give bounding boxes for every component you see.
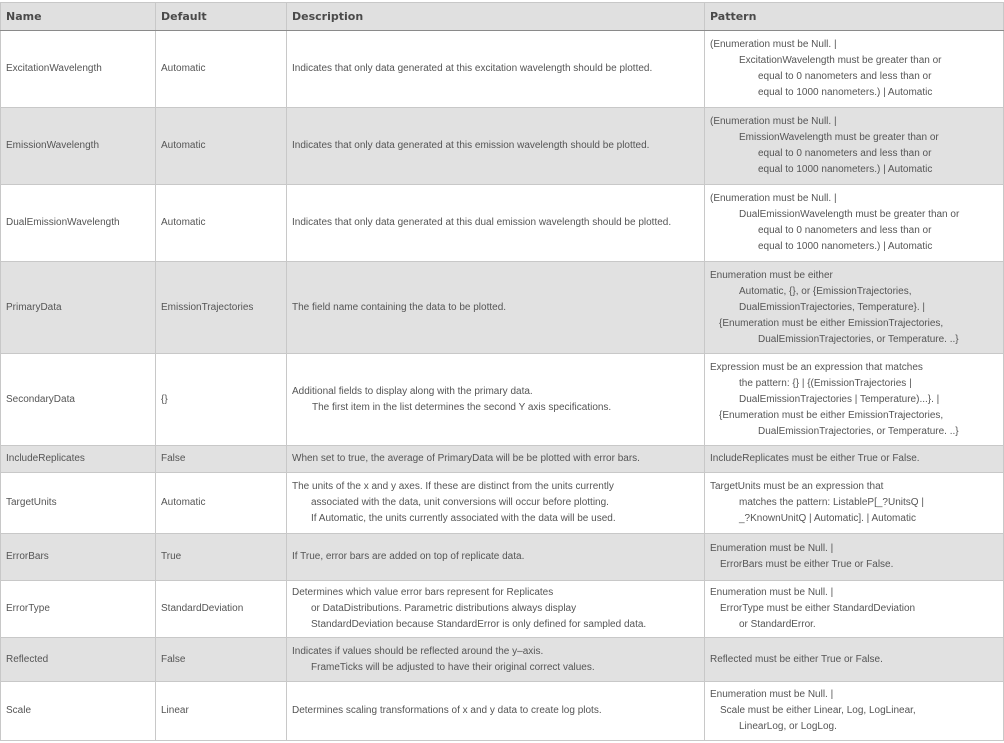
table-row	[1, 581, 1004, 638]
option-default	[156, 354, 287, 446]
option-name	[1, 354, 156, 446]
cell-text-line: matches the pattern: ListableP[_?UnitsQ |	[739, 497, 924, 508]
column-header-name: Name	[1, 3, 156, 31]
option-description	[287, 534, 705, 581]
cell-text-line: DualEmissionWavelength	[6, 217, 120, 228]
cell-text-line: Indicates that only data generated at this excitation wavelength should be plotted.	[292, 63, 653, 74]
option-name	[1, 581, 156, 638]
cell-text-line: Expression must be an expression that matches	[710, 361, 923, 373]
cell-text-line: equal to 0 nanometers and less than or	[758, 225, 932, 236]
option-default	[156, 185, 287, 262]
table-row	[1, 108, 1004, 185]
option-pattern	[705, 31, 1004, 108]
option-default	[156, 638, 287, 682]
option-pattern	[705, 534, 1004, 581]
cell-text-line: DualEmissionWavelength must be greater than or	[739, 209, 960, 220]
option-description	[287, 108, 705, 185]
table-row	[1, 262, 1004, 354]
table-row	[1, 534, 1004, 581]
header-row	[1, 3, 1004, 31]
cell-text-line: ErrorType	[6, 603, 50, 614]
cell-text-line: Additional fields to display along with the primary data.	[292, 385, 533, 397]
option-name	[1, 31, 156, 108]
option-description	[287, 638, 705, 682]
option-default	[156, 108, 287, 185]
cell-text-line: Indicates if values should be reflected around the y–axis.	[292, 645, 544, 657]
cell-text-line: True	[161, 551, 182, 562]
option-name	[1, 534, 156, 581]
cell-text-line: Enumeration must be either	[710, 269, 833, 281]
column-header-pattern: Pattern	[705, 3, 1004, 31]
cell-text-line: DualEmissionTrajectories, or Temperature. ..}	[758, 333, 959, 345]
cell-text-line: PrimaryData	[6, 301, 62, 313]
cell-text-line: ErrorBars	[6, 551, 49, 562]
cell-text-line: Enumeration must be Null. |	[710, 587, 834, 598]
cell-text-line: EmissionTrajectories	[161, 301, 254, 313]
option-name	[1, 473, 156, 534]
cell-text-line: When set to true, the average of PrimaryData will be be plotted with error bars.	[292, 453, 640, 464]
cell-text-line: StandardDeviation	[161, 603, 244, 614]
option-name	[1, 446, 156, 473]
option-default	[156, 581, 287, 638]
cell-text-line: Automatic	[161, 497, 206, 508]
cell-text-line: The first item in the list determines the second Y axis specifications.	[312, 401, 612, 413]
column-header-description: Description	[287, 3, 705, 31]
cell-text-line: Enumeration must be Null. |	[710, 543, 834, 554]
option-name	[1, 185, 156, 262]
cell-text-line: StandardDeviation because StandardError is only defined for sampled data.	[311, 619, 647, 630]
cell-text-line: (Enumeration must be Null. |	[710, 116, 837, 127]
cell-text-line: ErrorType must be either StandardDeviation	[720, 603, 916, 614]
option-description	[287, 446, 705, 473]
table-row	[1, 185, 1004, 262]
cell-text-line: If True, error bars are added on top of replicate data.	[292, 551, 525, 562]
option-description	[287, 262, 705, 354]
cell-text-line: FrameTicks will be adjusted to have their original correct values.	[311, 661, 595, 673]
cell-text-line: IncludeReplicates	[6, 453, 85, 464]
option-pattern	[705, 262, 1004, 354]
option-default	[156, 473, 287, 534]
table-row	[1, 682, 1004, 741]
cell-text-line: The units of the x and y axes. If these are distinct from the units currently	[292, 481, 614, 492]
options-table	[0, 2, 1004, 741]
cell-text-line: EmissionWavelength	[6, 140, 100, 151]
cell-text-line: Automatic	[161, 217, 206, 228]
cell-text-line: (Enumeration must be Null. |	[710, 193, 837, 204]
option-pattern	[705, 638, 1004, 682]
option-name	[1, 262, 156, 354]
cell-text-line: equal to 1000 nanometers.) | Automatic	[758, 87, 933, 98]
option-pattern	[705, 354, 1004, 446]
table-row	[1, 473, 1004, 534]
cell-text-line: DualEmissionTrajectories | Temperature)...}. |	[739, 393, 940, 405]
cell-text-line: TargetUnits must be an expression that	[710, 481, 884, 492]
table-row	[1, 31, 1004, 108]
option-pattern	[705, 682, 1004, 741]
option-pattern	[705, 473, 1004, 534]
option-description	[287, 581, 705, 638]
option-pattern	[705, 446, 1004, 473]
cell-text-line: IncludeReplicates must be either True or False.	[710, 453, 920, 464]
option-pattern	[705, 185, 1004, 262]
option-name	[1, 682, 156, 741]
cell-text-line: TargetUnits	[6, 497, 57, 508]
cell-text-line: Determines which value error bars represent for Replicates	[292, 587, 554, 598]
cell-text-line: Reflected must be either True or False.	[710, 653, 883, 665]
cell-text-line: associated with the data, unit conversions will occur before plotting.	[311, 497, 609, 508]
option-name	[1, 108, 156, 185]
cell-text-line: Indicates that only data generated at this emission wavelength should be plotted.	[292, 140, 650, 151]
cell-text-line: ErrorBars must be either True or False.	[720, 559, 894, 570]
cell-text-line: Enumeration must be Null. |	[710, 689, 834, 700]
cell-text-line: or StandardError.	[739, 619, 816, 630]
option-default	[156, 534, 287, 581]
table-row	[1, 638, 1004, 682]
option-description	[287, 682, 705, 741]
cell-text-line: Automatic	[161, 63, 206, 74]
cell-text-line: The field name containing the data to be plotted.	[292, 301, 507, 313]
cell-text-line: Indicates that only data generated at this dual emission wavelength should be plotted.	[292, 217, 672, 228]
table-row	[1, 354, 1004, 446]
cell-text-line: Reflected	[6, 653, 49, 665]
cell-text-line: equal to 1000 nanometers.) | Automatic	[758, 241, 933, 252]
cell-text-line: DualEmissionTrajectories, Temperature}. |	[739, 301, 926, 313]
cell-text-line: (Enumeration must be Null. |	[710, 39, 837, 50]
cell-text-line: Automatic, {}, or {EmissionTrajectories,	[739, 285, 912, 297]
cell-text-line: equal to 1000 nanometers.) | Automatic	[758, 164, 933, 175]
cell-text-line: the pattern: {} | {(EmissionTrajectories |	[739, 377, 912, 389]
option-pattern	[705, 108, 1004, 185]
cell-text-line: {}	[161, 393, 168, 405]
cell-text-line: SecondaryData	[6, 393, 75, 405]
cell-text-line: or DataDistributions. Parametric distributions always display	[311, 603, 577, 614]
cell-text-line: LinearLog, or LogLog.	[739, 721, 837, 732]
cell-text-line: Linear	[161, 705, 189, 716]
option-name	[1, 638, 156, 682]
cell-text-line: {Enumeration must be either EmissionTrajectories,	[719, 409, 944, 421]
cell-text-line: False	[161, 453, 186, 464]
column-header-default: Default	[156, 3, 287, 31]
cell-text-line: Scale must be either Linear, Log, LogLinear,	[720, 705, 916, 716]
cell-text-line: EmissionWavelength must be greater than or	[739, 132, 939, 143]
option-default	[156, 446, 287, 473]
cell-text-line: DualEmissionTrajectories, or Temperature. ..}	[758, 425, 959, 437]
cell-text-line: equal to 0 nanometers and less than or	[758, 71, 932, 82]
cell-text-line: ExcitationWavelength must be greater than or	[739, 55, 942, 66]
cell-text-line: {Enumeration must be either EmissionTrajectories,	[719, 317, 944, 329]
cell-text-line: Automatic	[161, 140, 206, 151]
cell-text-line: _?KnownUnitQ | Automatic]. | Automatic	[739, 513, 916, 524]
option-description	[287, 354, 705, 446]
option-default	[156, 262, 287, 354]
option-description	[287, 31, 705, 108]
option-default	[156, 682, 287, 741]
option-default	[156, 31, 287, 108]
cell-text-line: ExcitationWavelength	[6, 63, 102, 74]
cell-text-line: equal to 0 nanometers and less than or	[758, 148, 932, 159]
option-description	[287, 473, 705, 534]
cell-text-line: Determines scaling transformations of x and y data to create log plots.	[292, 705, 602, 716]
option-description	[287, 185, 705, 262]
cell-text-line: Scale	[6, 705, 32, 716]
cell-text-line: If Automatic, the units currently associated with the data will be used.	[311, 513, 616, 524]
option-pattern	[705, 581, 1004, 638]
table-row	[1, 446, 1004, 473]
cell-text-line: False	[161, 653, 186, 665]
